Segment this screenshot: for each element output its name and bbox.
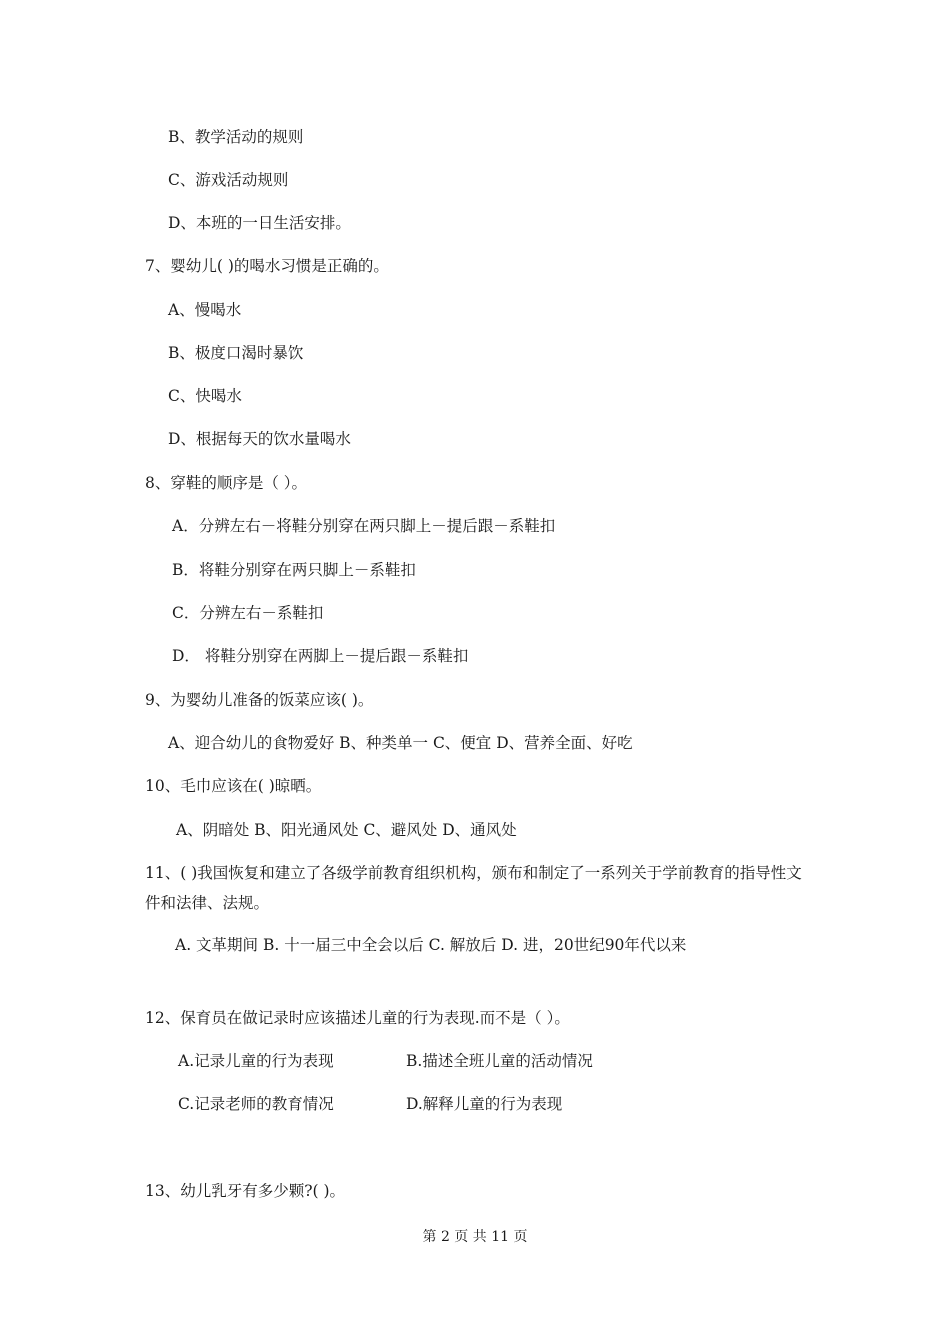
option-7c: C、快喝水 [168,387,242,405]
option-12d: D.解释儿童的行为表现 [406,1095,563,1113]
option-8d: D． 将鞋分别穿在两脚上－提后跟－系鞋扣 [172,647,469,665]
question-7: 7、婴幼儿( )的喝水习惯是正确的。 [145,257,389,275]
option-7b: B、极度口渴时暴饮 [168,344,304,362]
question-12: 12、保育员在做记录时应该描述儿童的行为表现.而不是（ ）。 [145,1009,570,1027]
question-13: 13、幼儿乳牙有多少颗?( )。 [145,1182,346,1200]
option-7a: A、慢喝水 [168,301,242,319]
question-11: 11、( )我国恢复和建立了各级学前教育组织机构，颁布和制定了一系列关于学前教育的指导性文件和法律、法规。 [145,864,802,912]
option-12a: A.记录儿童的行为表现 [178,1052,334,1070]
option-12b: B.描述全班儿童的活动情况 [406,1052,593,1070]
option-6b: B、教学活动的规则 [168,128,304,146]
question-9: 9、为婴幼儿准备的饭菜应该( )。 [145,691,374,709]
option-8b: B．将鞋分别穿在两只脚上－系鞋扣 [172,561,416,579]
option-6c: C、游戏活动规则 [168,171,289,189]
option-8a: A．分辨左右－将鞋分别穿在两只脚上－提后跟－系鞋扣 [172,517,556,535]
option-8c: C．分辨左右－系鞋扣 [172,604,324,622]
option-7d: D、根据每天的饮水量喝水 [168,430,351,448]
option-12c: C.记录老师的教育情况 [178,1095,334,1113]
options-11: A. 文革期间 B. 十一届三中全会以后 C. 解放后 D. 进，20世纪90年代以来 [175,936,687,954]
question-8: 8、穿鞋的顺序是（ ）。 [145,474,308,492]
option-6d: D、本班的一日生活安排。 [168,214,351,232]
options-10: A、阴暗处 B、阳光通风处 C、避风处 D、通风处 [176,821,517,839]
question-10: 10、毛巾应该在( )晾晒。 [145,777,322,795]
options-9: A、迎合幼儿的食物爱好 B、种类单一 C、便宜 D、营养全面、好吃 [168,734,633,752]
page-footer: 第 2 页 共 11 页 [422,1229,528,1245]
